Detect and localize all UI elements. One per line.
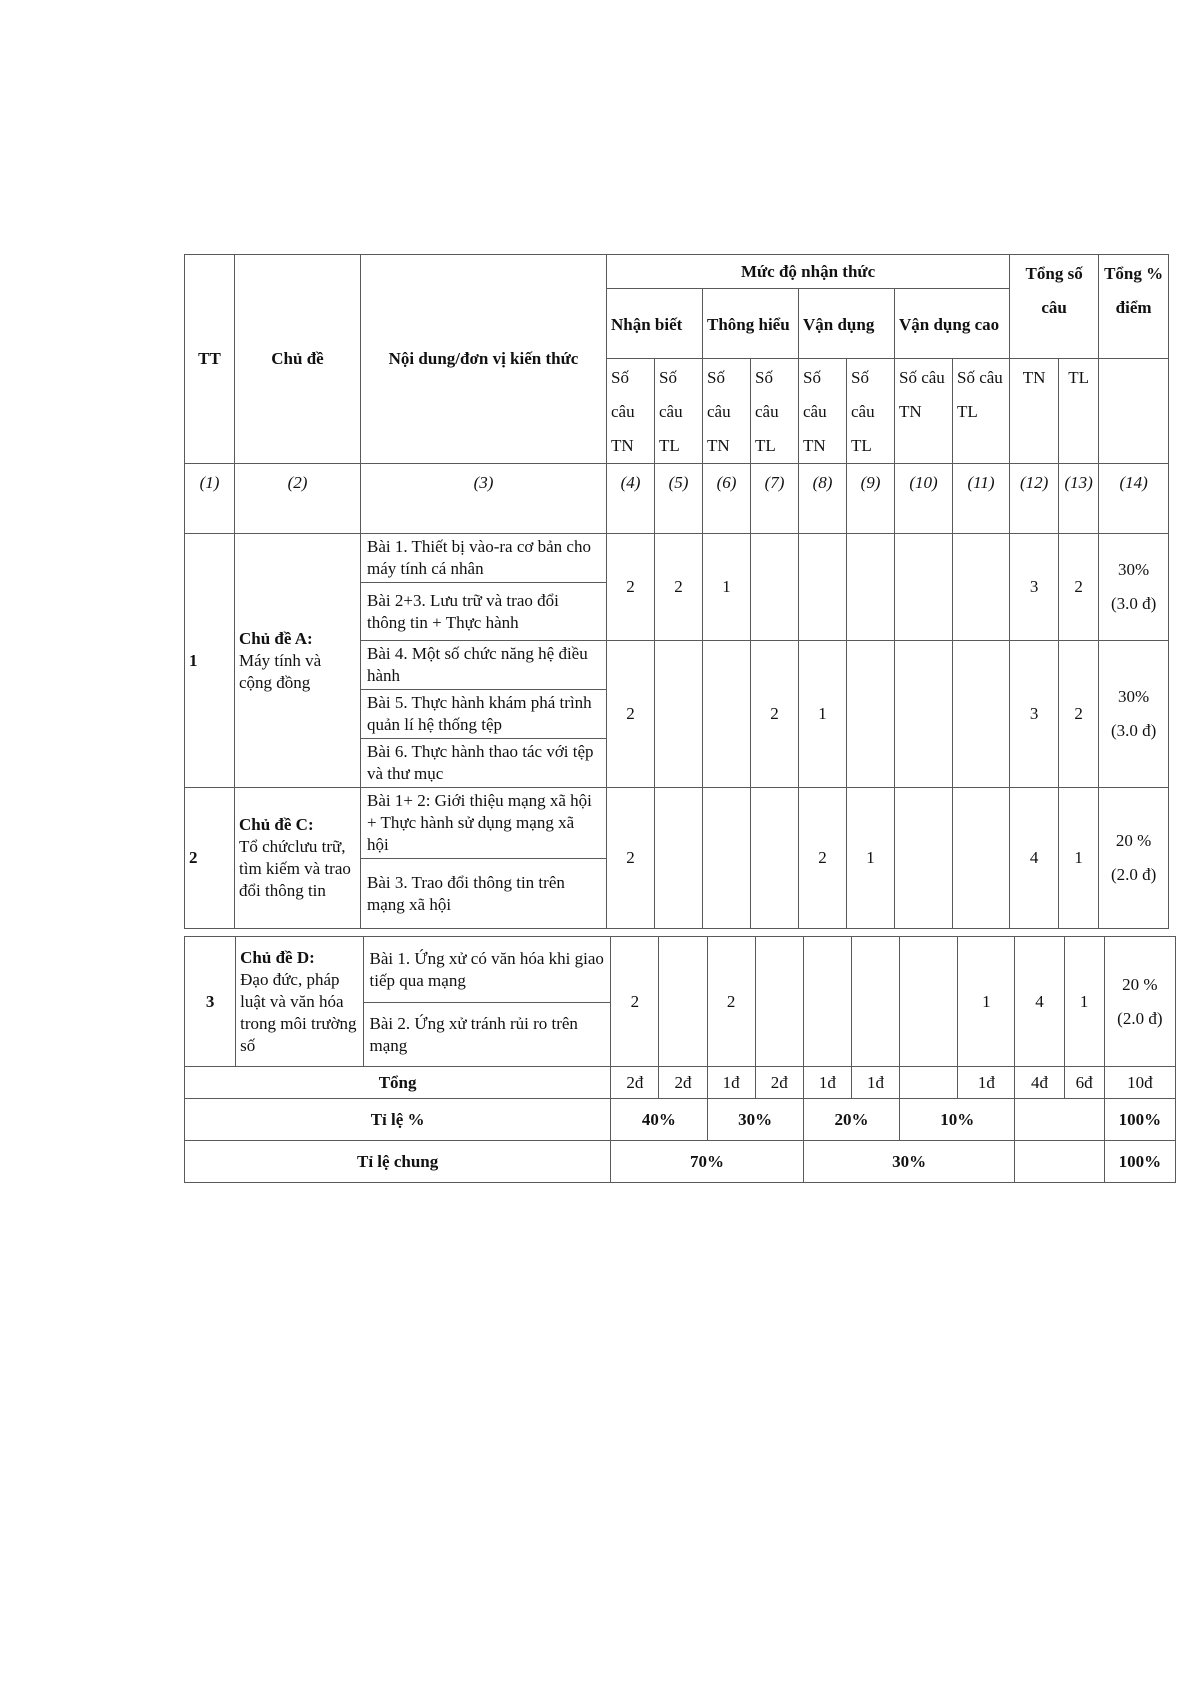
cell [895, 534, 953, 641]
ratio-thong-hieu: 30% [707, 1099, 803, 1141]
total-cell: 1đ [803, 1067, 851, 1099]
cell: 1 [847, 788, 895, 929]
cell [847, 534, 895, 641]
cell: 2 [607, 641, 655, 788]
header-total-tn: TN [1010, 359, 1059, 464]
lesson: Bài 6. Thực hành thao tác với tệp và thư mục [361, 739, 607, 788]
header-chu-de: Chủ đề [235, 255, 361, 464]
percent-cell [1099, 788, 1169, 929]
cell [751, 788, 799, 929]
points: (3.0 đ) [1110, 721, 1157, 740]
cell [847, 641, 895, 788]
lesson: Bài 2+3. Lưu trữ và trao đổi thông tin + Thực hành [361, 583, 607, 641]
cell [953, 534, 1010, 641]
lesson: Bài 5. Thực hành khám phá trình quản lí hệ thống tệp [361, 690, 607, 739]
ratio-general-right: 30% [803, 1141, 1015, 1183]
total-cell: 4đ [1015, 1067, 1064, 1099]
total-cell: 10đ [1104, 1067, 1175, 1099]
cell [659, 937, 707, 1067]
header-van-dung: Vận dụng [799, 289, 895, 359]
col-number: (9) [847, 464, 895, 534]
total-cell: 2đ [611, 1067, 659, 1099]
ratio-nhan-biet: 40% [611, 1099, 707, 1141]
percent-cell [1099, 641, 1169, 788]
topic-cell [236, 937, 363, 1067]
cell: 2 [1059, 534, 1099, 641]
cell: 3 [1010, 534, 1059, 641]
percent-cell [1099, 534, 1169, 641]
header-total-tl: TL [1059, 359, 1099, 464]
total-cell: 1đ [958, 1067, 1015, 1099]
cell: 1 [799, 641, 847, 788]
cell: 4 [1015, 937, 1064, 1067]
ratio-general-left: 70% [611, 1141, 804, 1183]
cell [703, 788, 751, 929]
percent: 20 % [1115, 831, 1152, 850]
topic-title: Chủ đề C: [239, 815, 314, 834]
header-th-tl: Số câu TL [751, 359, 799, 464]
topic-name: Máy tính và cộng đồng [239, 650, 322, 692]
cell [655, 641, 703, 788]
topic-cell [235, 788, 361, 929]
cell [799, 534, 847, 641]
cell [895, 641, 953, 788]
cell [751, 534, 799, 641]
total-cell: 1đ [851, 1067, 899, 1099]
header-vd-tn: Số câu TN [799, 359, 847, 464]
col-number: (11) [953, 464, 1010, 534]
topic-name: Đạo đức, pháp luật và văn hóa trong môi trường số [240, 969, 357, 1055]
ratio-general-label: Tỉ lệ chung [185, 1141, 611, 1183]
header-nb-tn: Số câu TN [607, 359, 655, 464]
row-tt: 1 [185, 534, 235, 788]
cell: 2 [1059, 641, 1099, 788]
cell: 2 [611, 937, 659, 1067]
cell: 1 [703, 534, 751, 641]
header-vdc-tn: Số câu TN [895, 359, 953, 464]
cell [953, 788, 1010, 929]
cell: 2 [607, 788, 655, 929]
cell [900, 937, 958, 1067]
col-number: (4) [607, 464, 655, 534]
cell: 1 [1064, 937, 1104, 1067]
header-nb-tl: Số câu TL [655, 359, 703, 464]
col-number: (5) [655, 464, 703, 534]
cell: 1 [1059, 788, 1099, 929]
ratio-general-total: 100% [1104, 1141, 1175, 1183]
col-number: (3) [361, 464, 607, 534]
row-tt: 3 [185, 937, 236, 1067]
topic-name: Tổ chứclưu trữ, tìm kiếm và trao đổi thông tin [239, 837, 351, 900]
col-number: (1) [185, 464, 235, 534]
cell: 1 [958, 937, 1015, 1067]
header-van-dung-cao: Vận dụng cao [895, 289, 1010, 359]
percent-cell [1104, 937, 1175, 1067]
lesson: Bài 4. Một số chức năng hệ điều hành [361, 641, 607, 690]
cell: 2 [655, 534, 703, 641]
cell: 2 [707, 937, 755, 1067]
cell [803, 937, 851, 1067]
cell: 2 [799, 788, 847, 929]
total-cell [900, 1067, 958, 1099]
header-nhan-biet: Nhận biết [607, 289, 703, 359]
col-number: (2) [235, 464, 361, 534]
header-th-tn: Số câu TN [703, 359, 751, 464]
total-cell: 2đ [659, 1067, 707, 1099]
points: (2.0 đ) [1117, 1008, 1163, 1028]
cell [851, 937, 899, 1067]
percent: 20 % [1122, 974, 1158, 994]
topic-title: Chủ đề A: [239, 628, 313, 648]
ratio-van-dung-cao: 10% [900, 1099, 1015, 1141]
lesson: Bài 1+ 2: Giới thiệu mạng xã hội + Thực hành sử dụng mạng xã hội [361, 788, 607, 859]
ratio-label: Tỉ lệ % [185, 1099, 611, 1141]
col-number: (6) [703, 464, 751, 534]
col-number: (10) [895, 464, 953, 534]
total-cell: 1đ [707, 1067, 755, 1099]
totals-label: Tổng [185, 1067, 611, 1099]
cell: 3 [1010, 641, 1059, 788]
header-vd-tl: Số câu TL [847, 359, 895, 464]
cell [655, 788, 703, 929]
header-tt: TT [185, 255, 235, 464]
total-cell: 2đ [755, 1067, 803, 1099]
cell: 2 [607, 534, 655, 641]
topic-title: Chủ đề D: [240, 947, 315, 967]
topic-cell [235, 534, 361, 788]
col-number: (13) [1059, 464, 1099, 534]
cell: 4 [1010, 788, 1059, 929]
percent: 30% [1118, 560, 1150, 579]
header-tong-so-cau: Tổng số câu [1010, 255, 1099, 359]
lesson: Bài 1. Ứng xử có văn hóa khi giao tiếp qua mạng [363, 937, 611, 1003]
cell: 2 [751, 641, 799, 788]
matrix-table-continued [184, 936, 1176, 1183]
row-tt: 2 [185, 788, 235, 929]
col-number: (8) [799, 464, 847, 534]
header-thong-hieu: Thông hiểu [703, 289, 799, 359]
cell [953, 641, 1010, 788]
lesson: Bài 2. Ứng xử tránh rủi ro trên mạng [363, 1003, 611, 1067]
lesson: Bài 3. Trao đổi thông tin trên mạng xã hội [361, 859, 607, 929]
cell [703, 641, 751, 788]
ratio-van-dung: 20% [803, 1099, 899, 1141]
lesson: Bài 1. Thiết bị vào-ra cơ bản cho máy tính cá nhân [361, 534, 607, 583]
points: (2.0 đ) [1110, 865, 1157, 884]
cell [895, 788, 953, 929]
points: (3.0 đ) [1110, 594, 1157, 613]
header-muc-do: Mức độ nhận thức [607, 255, 1010, 289]
header-tong-diem: Tổng % điểm [1099, 255, 1169, 359]
col-number: (7) [751, 464, 799, 534]
header-vdc-tl: Số câu TL [953, 359, 1010, 464]
col-number: (14) [1099, 464, 1169, 534]
percent: 30% [1118, 687, 1150, 706]
ratio-total: 100% [1104, 1099, 1175, 1141]
matrix-table-main [184, 254, 1169, 929]
cell [755, 937, 803, 1067]
col-number: (12) [1010, 464, 1059, 534]
header-noi-dung: Nội dung/đơn vị kiến thức [361, 255, 607, 464]
total-cell: 6đ [1064, 1067, 1104, 1099]
